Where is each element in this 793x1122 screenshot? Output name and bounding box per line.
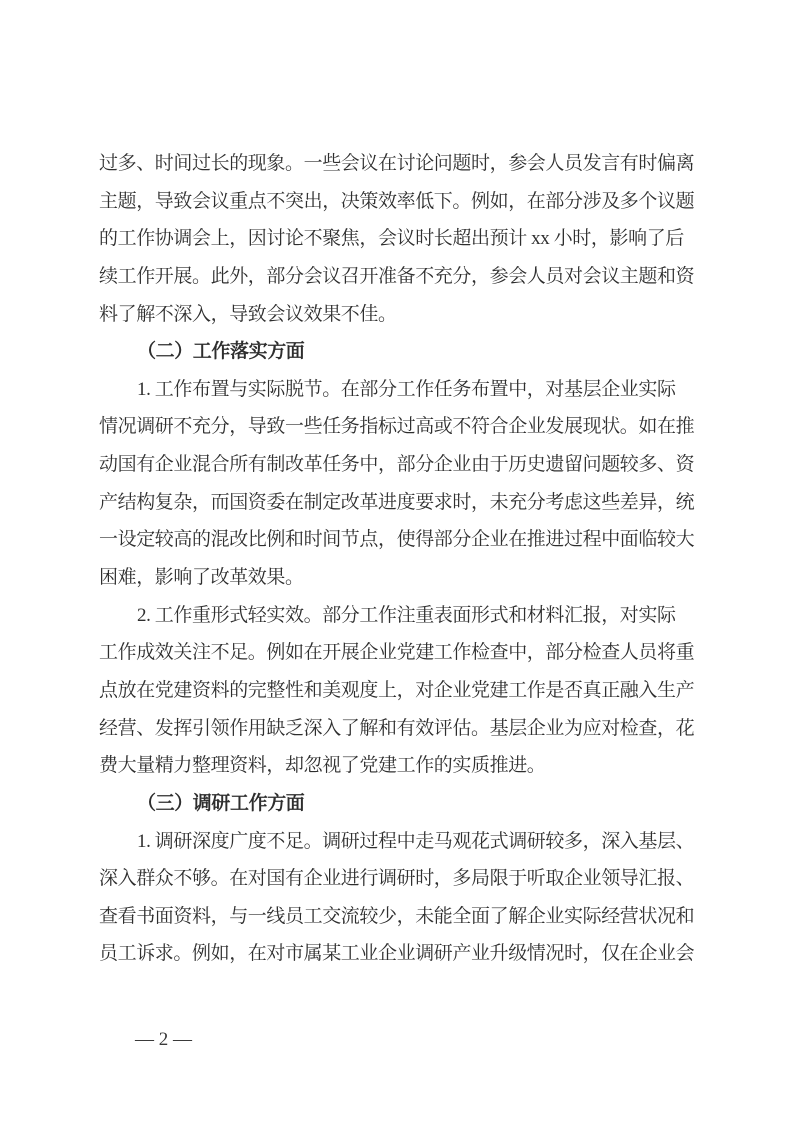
text-line: 一设定较高的混改比例和时间节点，使得部分企业在推进过程中面临较大 [99,529,695,551]
section-heading: （二）工作落实方面 [137,341,305,363]
text-line: 情况调研不充分，导致一些任务指标过高或不符合企业发展现状。如在推 [99,416,695,438]
text-line: 产结构复杂，而国资委在制定改革进度要求时，未充分考虑这些差异，统 [99,491,695,513]
text-line: 的工作协调会上，因讨论不聚焦，会议时长超出预计 xx 小时，影响了后 [99,228,684,250]
section-heading: （三）调研工作方面 [137,792,305,814]
text-line: 经营、发挥引领作用缺乏深入了解和有效评估。基层企业为应对检查，花 [99,717,695,739]
text-line: 查看书面资料，与一线员工交流较少，未能全面了解企业实际经营状况和 [99,905,695,927]
text-line: 深入群众不够。在对国有企业进行调研时，多局限于听取企业领导汇报、 [99,868,695,890]
text-line: 员工诉求。例如，在对市属某工业企业调研产业升级情况时，仅在企业会 [99,943,695,965]
text-line: 1. 调研深度广度不足。调研过程中走马观花式调研较多，深入基层、 [137,830,695,852]
page-number: — 2 — [135,1029,192,1050]
text-line: 点放在党建资料的完整性和美观度上，对企业党建工作是否真正融入生产 [99,679,695,701]
text-line: 工作成效关注不足。例如在开展企业党建工作检查中，部分检查人员将重 [99,642,695,664]
text-line: 困难，影响了改革效果。 [99,567,304,589]
text-line: 费大量精力整理资料，却忽视了党建工作的实质推进。 [99,755,546,777]
text-line: 过多、时间过长的现象。一些会议在讨论问题时，参会人员发言有时偏离 [99,153,695,174]
text-line: 1. 工作布置与实际脱节。在部分工作任务布置中，对基层企业实际 [137,378,676,400]
text-line: 主题，导致会议重点不突出，决策效率低下。例如，在部分涉及多个议题 [99,190,695,212]
document-lines [99,145,697,973]
text-line: 动国有企业混合所有制改革任务中，部分企业由于历史遗留问题较多、资 [99,454,695,476]
text-line: 2. 工作重形式轻实效。部分工作注重表面形式和材料汇报，对实际 [137,604,676,626]
text-line: 续工作开展。此外，部分会议召开准备不充分，参会人员对会议主题和资 [99,265,695,287]
text-line: 料了解不深入，导致会议效果不佳。 [99,303,397,325]
